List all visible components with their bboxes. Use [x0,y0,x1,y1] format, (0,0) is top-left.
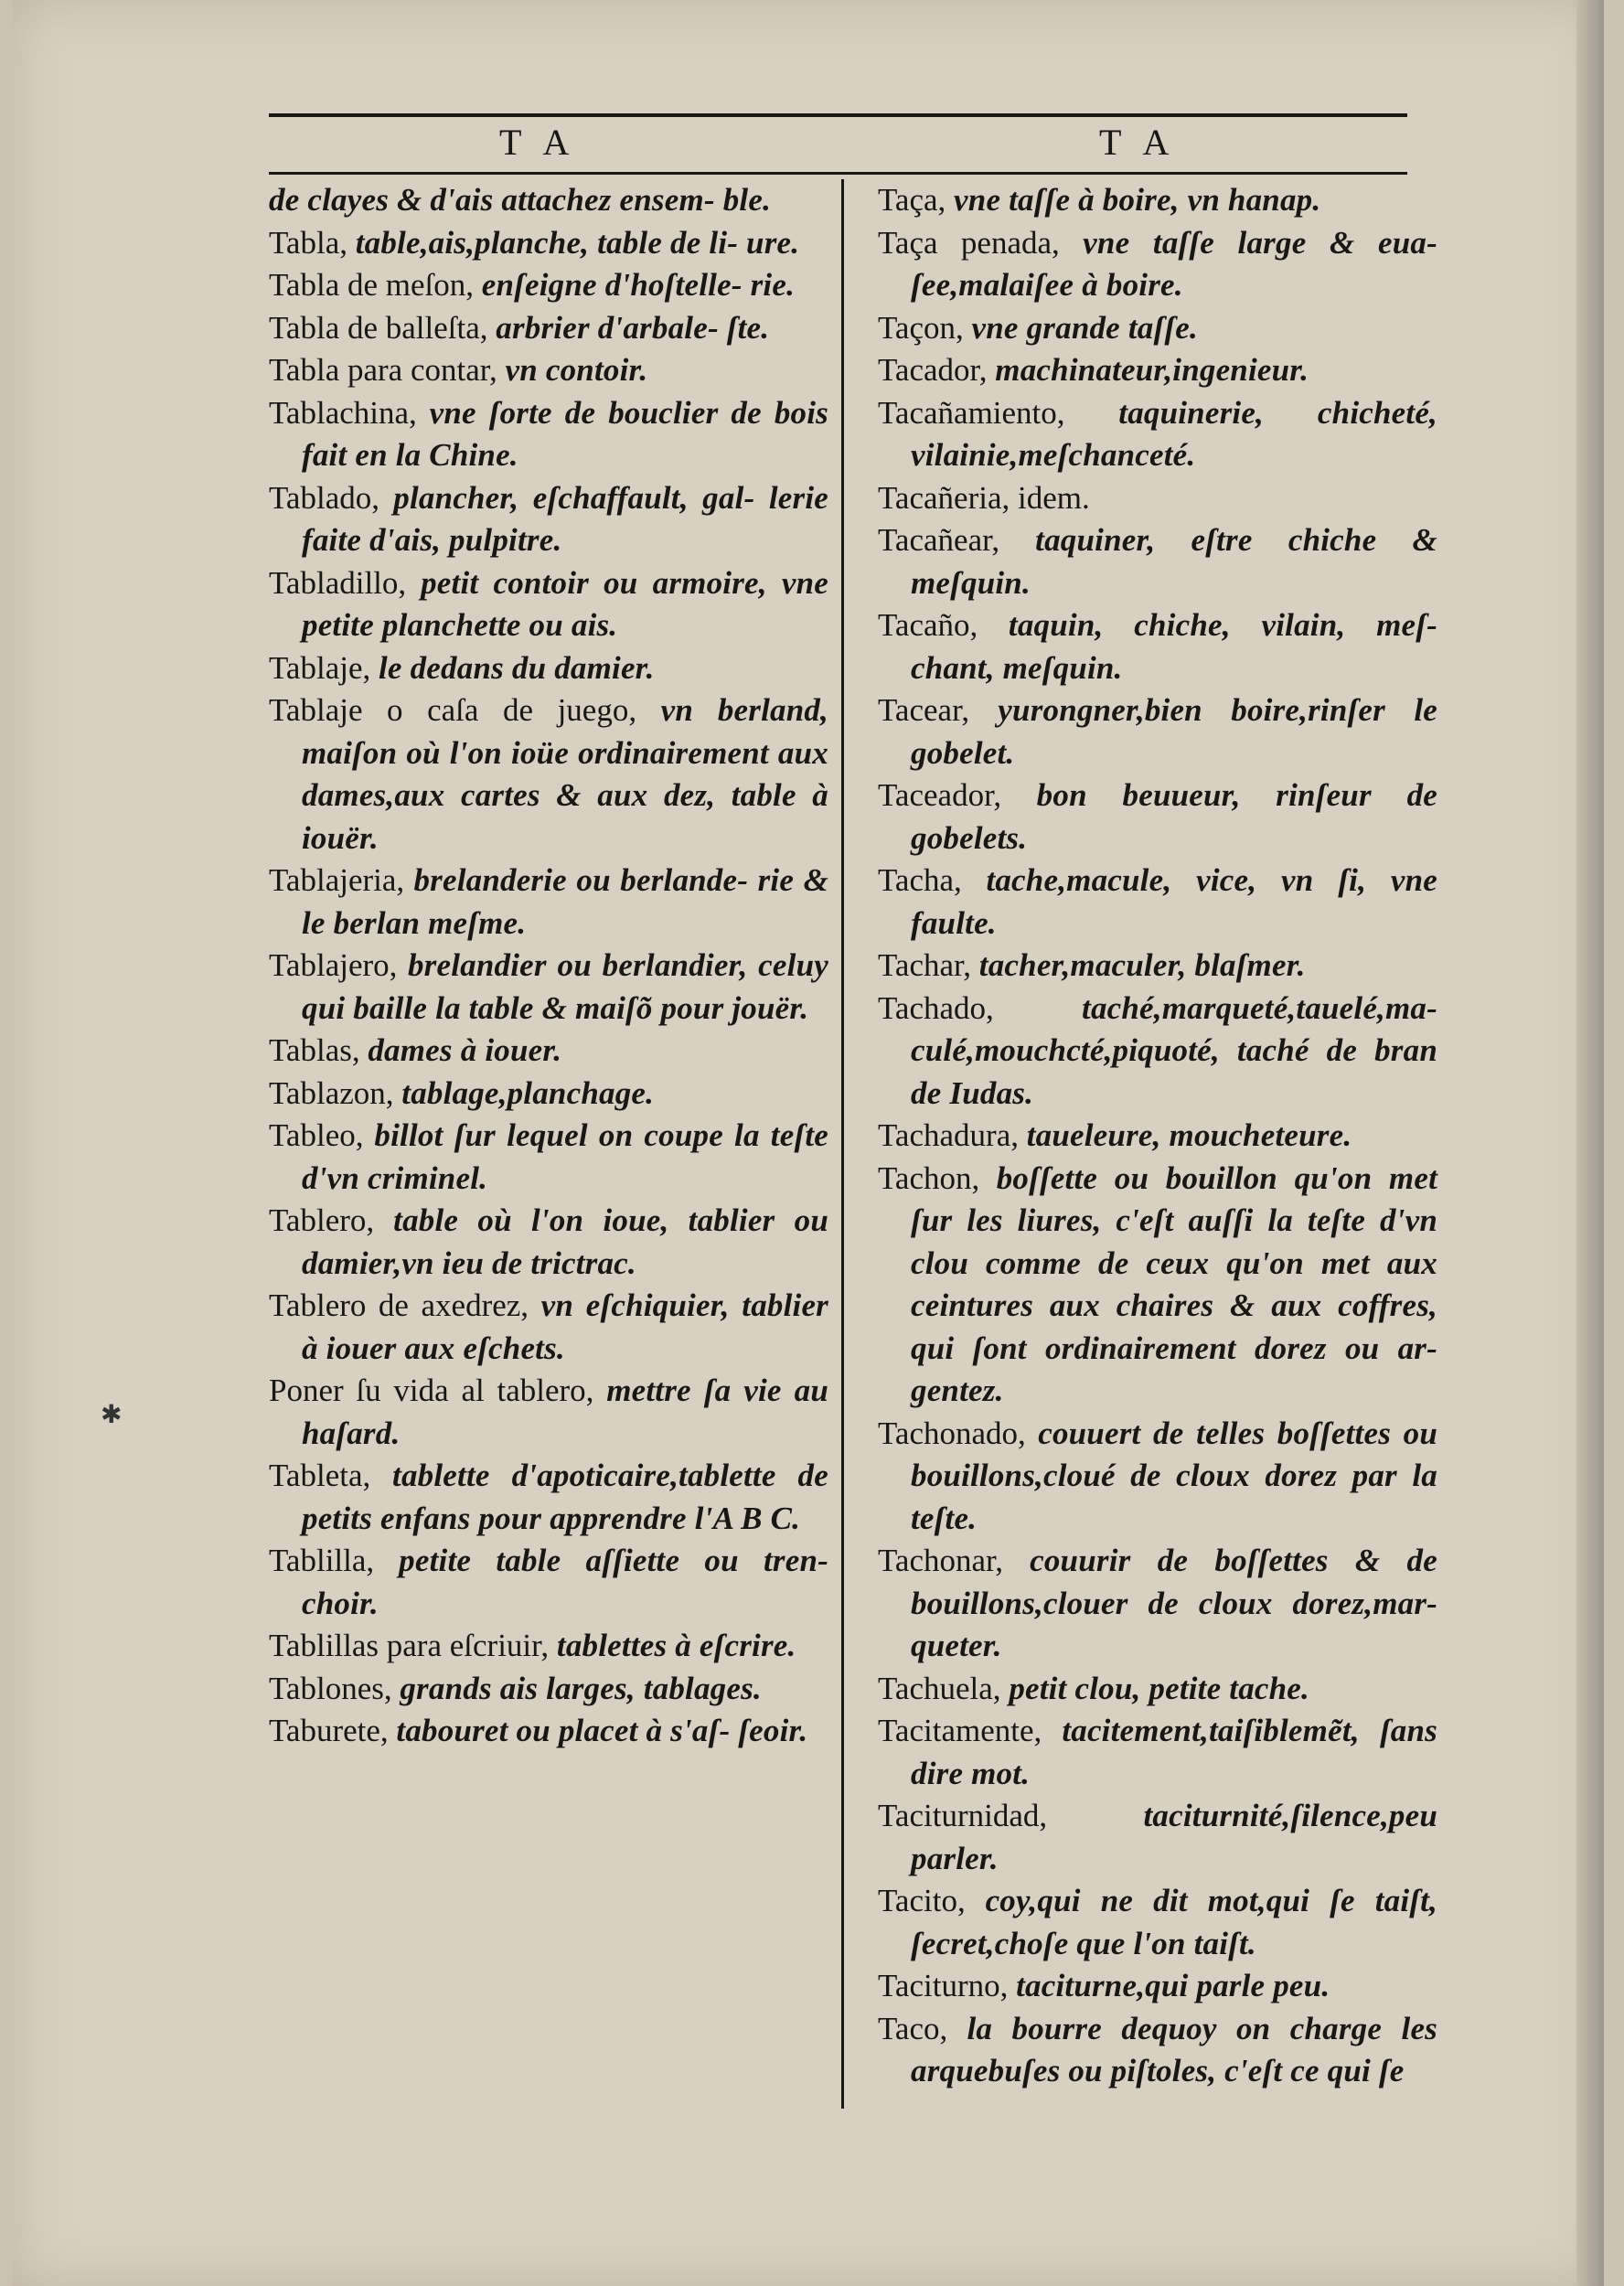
headword: Tacha, [878,862,987,898]
column-divider [841,179,844,2109]
headword: Tablado, [269,479,394,516]
dictionary-entry [269,1073,828,1116]
dictionary-entry [269,1625,828,1668]
dictionary-entry [269,1710,828,1753]
headword: Tachonar, [878,1543,1031,1578]
dictionary-entry [269,1370,828,1455]
definition: vne grande taſſe. [971,309,1198,346]
definition: tacitement,taiſiblemẽt, ſans dire mot. [911,1713,1437,1791]
dictionary-entry [269,222,828,265]
dictionary-entry [269,307,828,350]
definition: tablettes à eſcrire. [556,1628,796,1663]
definition: grands ais larges, tablages. [400,1670,762,1706]
headword: Tacito, [878,1883,986,1918]
definition: coy,qui ne dit mot,qui ſe taiſt, ſecret,choſe que l'on taiſt. [911,1883,1438,1961]
headword: Tablero, [269,1202,394,1238]
headword: Taça penada, [878,224,1084,261]
running-head-right: T A [1099,122,1177,163]
dictionary-entry [878,689,1437,774]
definition: la bourre dequoy on charge les arquebuſes ou piſtoles, c'eſt ce qui ſe [911,2010,1437,2088]
dictionary-entry [878,1880,1437,1965]
headword: Tablajeria, [269,862,414,898]
definition: brelandier ou berlandier, celuy qui baille la table & maiſõ pour jouër. [302,947,828,1026]
dictionary-entry [878,2008,1437,2093]
definition: de clayes & d'ais attachez ensem- ble. [269,182,772,218]
definition: dames à iouer. [368,1032,562,1068]
dictionary-entry [878,1668,1437,1711]
dictionary-entry [878,477,1437,520]
dictionary-entry [878,774,1437,860]
dictionary-entry [878,349,1437,392]
headword: Tablilla, [269,1543,400,1578]
definition: le dedans du damier. [379,649,655,686]
definition: tache,macule, vice, vn ſi, vne faulte. [911,862,1437,941]
definition: taquinerie, chicheté, vilainie,meſchanceté. [911,394,1438,473]
dictionary-entry [269,1540,828,1625]
definition: taciturne,qui parle peu. [1016,1968,1330,2003]
dictionary-entry [269,1200,828,1285]
headword: Tachon, [878,1159,997,1196]
headword: Taco, [878,2010,967,2046]
headword: Tablas, [269,1032,369,1068]
definition: vne ſorte de bouclier de bois fait en la Chine. [302,394,828,473]
headword: Tablazon, [269,1074,402,1111]
definition: mettre ſa vie au haſard. [302,1373,828,1451]
definition: brelanderie ou berlande- rie & le berlan meſme. [302,862,828,941]
dictionary-entry [878,1540,1437,1668]
left-column [269,179,828,1753]
headword: Tachonado, [878,1415,1039,1451]
dictionary-entry [269,264,828,307]
definition: taché,marqueté,tauelé,ma- culé,mouchcté,piquoté, taché de bran de Iudas. [911,989,1437,1111]
dictionary-entry [878,1413,1437,1541]
header-rule-bottom [269,172,1407,175]
dictionary-entry [269,945,828,1030]
definition: table où l'on ioue, tablier ou damier,vn ieu de trictrac. [302,1202,828,1281]
definition: petit clou, petite tache. [1009,1670,1309,1706]
dictionary-entry [269,1668,828,1711]
margin-mark-icon: ✱ [101,1401,123,1429]
right-column [878,179,1437,2093]
headword: Taçon, [878,309,972,346]
headword: Tablaje, [269,649,379,686]
headword: Tablillas para eſcriuir, [269,1628,557,1663]
definition: couuert de telles boſſettes ou bouillons,cloué de cloux dorez par la teſte. [911,1415,1437,1536]
headword: Taciturnidad, [878,1798,1144,1833]
dictionary-entry [269,1030,828,1073]
definition: table,ais,planche, table de li- ure. [355,224,800,261]
dictionary-entry [269,1285,828,1370]
dictionary-entry [878,945,1437,988]
headword: Taceador, [878,777,1037,813]
dictionary-entry [878,860,1437,945]
definition: vn berland, maiſon où l'on ioüe ordinairement aux dames,aux cartes & aux dez, table à iouër. [302,692,829,856]
dictionary-entry [269,860,828,945]
definition: vn contoir. [505,352,648,388]
headword: Tacador, [878,352,996,388]
headword: Tabladillo, [269,564,422,601]
headword: Tablones, [269,1670,401,1706]
definition: bon beuueur, rinſeur de gobelets. [911,777,1438,856]
dictionary-entry [878,604,1437,689]
dictionary-entry [269,689,828,860]
headword: Tacañeria, idem. [878,479,1090,516]
definition: couurir de boſſettes & de bouillons,clouer de cloux dorez,mar- queter. [911,1543,1437,1663]
headword: Tachuela, [878,1670,1010,1706]
headword: Tacañear, [878,522,1036,558]
headword: Poner ſu vida al tablero, [269,1373,607,1408]
headword: Tabla para contar, [269,352,506,388]
headword: Tabla, [269,224,356,261]
headword: Tacaño, [878,607,1009,643]
definition: vne taſſe à boire, vn hanap. [954,182,1321,218]
headword: Tacañamiento, [878,394,1119,431]
definition: vn eſchiquier, tablier à iouer aux eſchets. [302,1287,829,1366]
headword: Tablajero, [269,947,408,983]
dictionary-entry [269,392,828,477]
dictionary-entry [878,1795,1437,1880]
book-spine-shadow [1576,0,1604,2286]
running-head-left: T A [499,122,577,163]
definition: tablage,planchage. [401,1074,655,1111]
dictionary-entry [269,562,828,647]
headword: Tacitamente, [878,1713,1063,1748]
headword: Tabla de meſon, [269,267,482,303]
dictionary-entry [878,1965,1437,2008]
headword: Tacear, [878,692,999,728]
dictionary-entry [269,349,828,392]
dictionary-entry [269,179,828,222]
headword: Tachar, [878,947,979,983]
definition: taciturnité,ſilence,peu parler. [911,1798,1437,1876]
dictionary-entry [878,1710,1437,1795]
definition: tablette d'apoticaire,tablette de petits enfans pour apprendre l'A B C. [302,1458,828,1536]
definition: taquiner, eſtre chiche & meſquin. [911,522,1437,601]
headword: Tableo, [269,1117,375,1153]
headword: Tachado, [878,989,1083,1026]
definition: vne taſſe large & eua- ſee,malaiſee à boire. [911,224,1437,303]
definition: taueleure, moucheteure. [1026,1117,1352,1153]
headword: Tachadura, [878,1117,1027,1153]
definition: yurongner,bien boire,rinſer le gobelet. [911,692,1437,771]
dictionary-entry [878,1115,1437,1158]
dictionary-entry [878,179,1437,222]
definition: plancher, eſchaffault, gal- lerie faite d'ais, pulpitre. [302,479,828,558]
headword: Taciturno, [878,1968,1017,2003]
definition: machinateur,ingenieur. [995,352,1309,388]
dictionary-entry [878,307,1437,350]
definition: boſſette ou bouillon qu'on met ſur les liures, c'eſt auſſi la teſte d'vn clou comme de ceux qu'on met aux ceintures aux chaires & aux coffres, qui ſont ordinairement dorez ou ar- gentez. [911,1159,1437,1408]
dictionary-entry [878,222,1437,307]
headword: Tabla de balleſta, [269,309,497,346]
dictionary-entry [269,647,828,690]
definition: billot ſur lequel on coupe la teſte d'vn criminel. [302,1117,828,1196]
headword: Tablachina, [269,394,430,431]
dictionary-entry [269,1455,828,1540]
dictionary-entry [269,1115,828,1200]
headword: Tablero de axedrez, [269,1287,541,1323]
book-page [13,0,1604,2286]
definition: petit contoir ou armoire, vne petite planchette ou ais. [302,564,828,643]
dictionary-entry [269,477,828,562]
headword: Taça, [878,182,955,218]
dictionary-entry [878,392,1437,477]
definition: taquin, chiche, vilain, meſ- chant, meſquin. [911,607,1438,686]
definition: tabouret ou placet à s'aſ- ſeoir. [396,1713,808,1748]
dictionary-entry [878,519,1437,604]
definition: arbrier d'arbale- ſte. [496,309,770,346]
definition: petite table aſſiette ou tren- choir. [302,1543,828,1621]
definition: tacher,maculer, blaſmer. [978,947,1306,983]
dictionary-entry [878,1158,1437,1413]
header-rule-top [269,113,1407,117]
definition: enſeigne d'hoſtelle- rie. [481,267,796,303]
dictionary-entry [878,988,1437,1116]
headword: Tablaje o caſa de juego, [269,692,661,728]
headword: Taburete, [269,1713,397,1748]
headword: Tableta, [269,1458,393,1493]
